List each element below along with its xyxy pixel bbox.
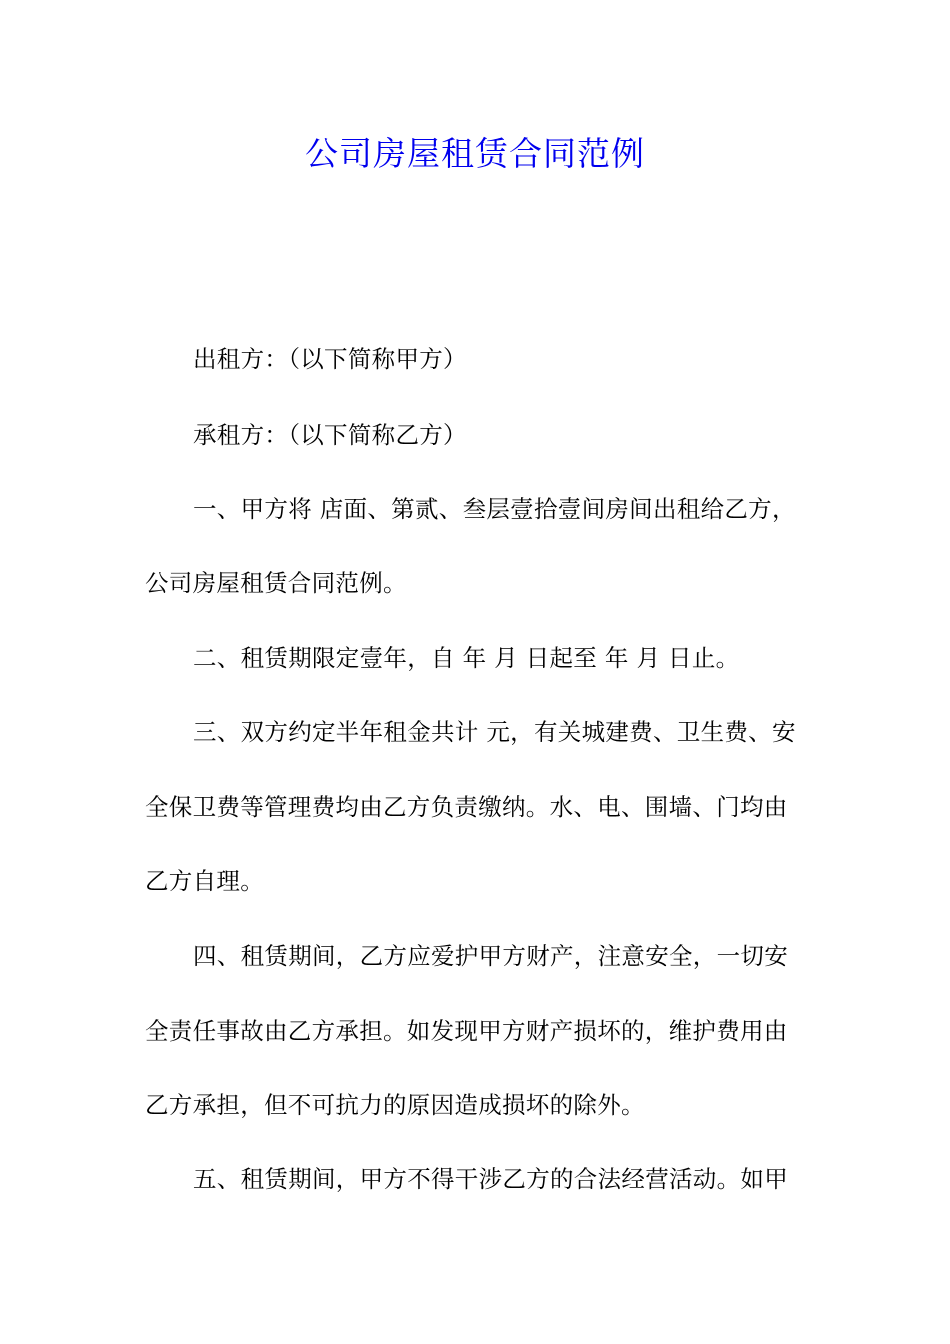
clause-4-line-2: 全责任事故由乙方承担。如发现甲方财产损坏的，维护费用由 — [145, 1017, 788, 1045]
clause-3-line-3: 乙方自理。 — [145, 867, 264, 895]
clause-5-line-1: 五、租赁期间，甲方不得干涉乙方的合法经营活动。如甲 — [193, 1165, 788, 1193]
clause-1-line-2: 公司房屋租赁合同范例。 — [145, 569, 407, 597]
lessor-line: 出租方：（以下简称甲方） — [193, 345, 467, 373]
document-title: 公司房屋租赁合同范例 — [305, 134, 645, 173]
clause-4-line-1: 四、租赁期间，乙方应爱护甲方财产，注意安全，一切安 — [193, 942, 788, 970]
clause-1-line-1: 一、甲方将 店面、第贰、叁层壹拾壹间房间出租给乙方， — [193, 495, 796, 523]
clause-3-line-1: 三、双方约定半年租金共计 元，有关城建费、卫生费、安 — [193, 718, 796, 746]
clause-3-line-2: 全保卫费等管理费均由乙方负责缴纳。水、电、围墙、门均由 — [145, 793, 788, 821]
lessee-line: 承租方：（以下简称乙方） — [193, 421, 467, 449]
clause-2-line-1: 二、租赁期限定壹年，自 年 月 日起至 年 月 日止。 — [193, 644, 740, 672]
clause-4-line-3: 乙方承担，但不可抗力的原因造成损坏的除外。 — [145, 1091, 645, 1119]
